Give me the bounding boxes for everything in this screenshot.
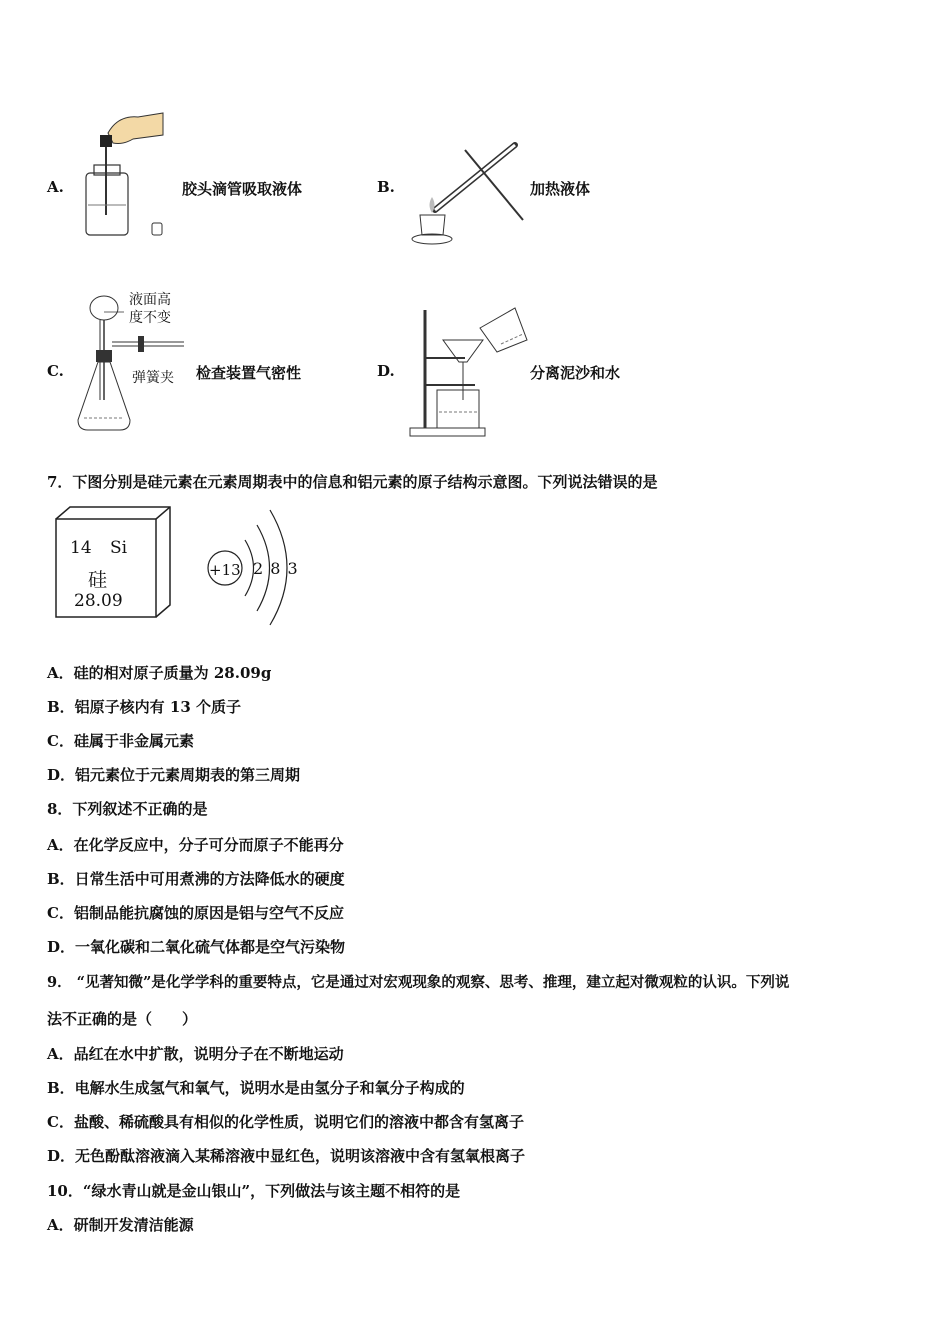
q8-option-b: B．日常生活中可用煮沸的方法降低水的硬度 bbox=[47, 870, 345, 888]
note-liquid-level-2: 度不变 bbox=[129, 310, 171, 326]
atom-nucleus-charge: +13 bbox=[209, 561, 241, 579]
q10-option-a: A．研制开发清洁能源 bbox=[47, 1216, 194, 1234]
element-symbol: Si bbox=[110, 538, 128, 558]
q7-option-a: A．硅的相对原子质量为 28.09g bbox=[47, 664, 272, 682]
q7-stem: 7．下图分别是硅元素在元素周期表中的信息和铝元素的原子结构示意图。下列说法错误的是 bbox=[47, 473, 658, 491]
option-a-letter: A. bbox=[47, 178, 64, 196]
q8-option-a: A．在化学反应中，分子可分而原子不能再分 bbox=[47, 836, 344, 854]
q8-option-d: D．一氧化碳和二氧化硫气体都是空气污染物 bbox=[47, 938, 346, 956]
q8-option-c: C．铝制品能抗腐蚀的原因是铝与空气不反应 bbox=[47, 904, 344, 922]
option-d-caption: 分离泥沙和水 bbox=[530, 364, 621, 382]
q7-option-c: C．硅属于非金属元素 bbox=[47, 732, 194, 750]
dropper-bottle-figure bbox=[78, 105, 173, 240]
q9-option-d: D．无色酚酞溶液滴入某稀溶液中显红色，说明该溶液中含有氢氧根离子 bbox=[47, 1147, 526, 1165]
option-c-letter: C. bbox=[47, 362, 64, 380]
option-d-letter: D. bbox=[377, 362, 395, 380]
q9-stem-line-2: 法不正确的是（ ） bbox=[47, 1010, 198, 1028]
q7-option-d: D．铝元素位于元素周期表的第三周期 bbox=[47, 766, 301, 784]
filtration-apparatus-figure bbox=[405, 300, 530, 440]
q10-stem: 10．“绿水青山就是金山银山”，下列做法与该主题不相符的是 bbox=[47, 1182, 461, 1200]
element-atomic-mass: 28.09 bbox=[74, 591, 123, 611]
atom-electron-shells: 2 8 3 bbox=[253, 559, 298, 578]
q9-option-b: B．电解水生成氢气和氧气，说明水是由氢分子和氧分子构成的 bbox=[47, 1079, 465, 1097]
note-spring-clip: 弹簧夹 bbox=[132, 370, 174, 386]
heating-test-tube-figure bbox=[405, 135, 525, 245]
q8-stem: 8．下列叙述不正确的是 bbox=[47, 800, 208, 818]
option-b-caption: 加热液体 bbox=[530, 180, 591, 198]
q9-stem-line-1: 9． “见著知微”是化学学科的重要特点，它是通过对宏观现象的观察、思考、推理，建立起对微观粒的认识。下列说 bbox=[47, 974, 790, 991]
q7-option-b: B．铝原子核内有 13 个质子 bbox=[47, 698, 241, 716]
element-atomic-number: 14 bbox=[70, 538, 92, 558]
option-a-caption: 胶头滴管吸取液体 bbox=[182, 180, 303, 198]
option-b-letter: B. bbox=[377, 178, 395, 196]
option-c-caption: 检查装置气密性 bbox=[196, 364, 302, 382]
q9-option-a: A．品红在水中扩散，说明分子在不断地运动 bbox=[47, 1045, 344, 1063]
element-name: 硅 bbox=[88, 569, 108, 591]
note-liquid-level-1: 液面高 bbox=[129, 292, 171, 308]
q9-option-c: C．盐酸、稀硫酸具有相似的化学性质，说明它们的溶液中都含有氢离子 bbox=[47, 1113, 524, 1131]
